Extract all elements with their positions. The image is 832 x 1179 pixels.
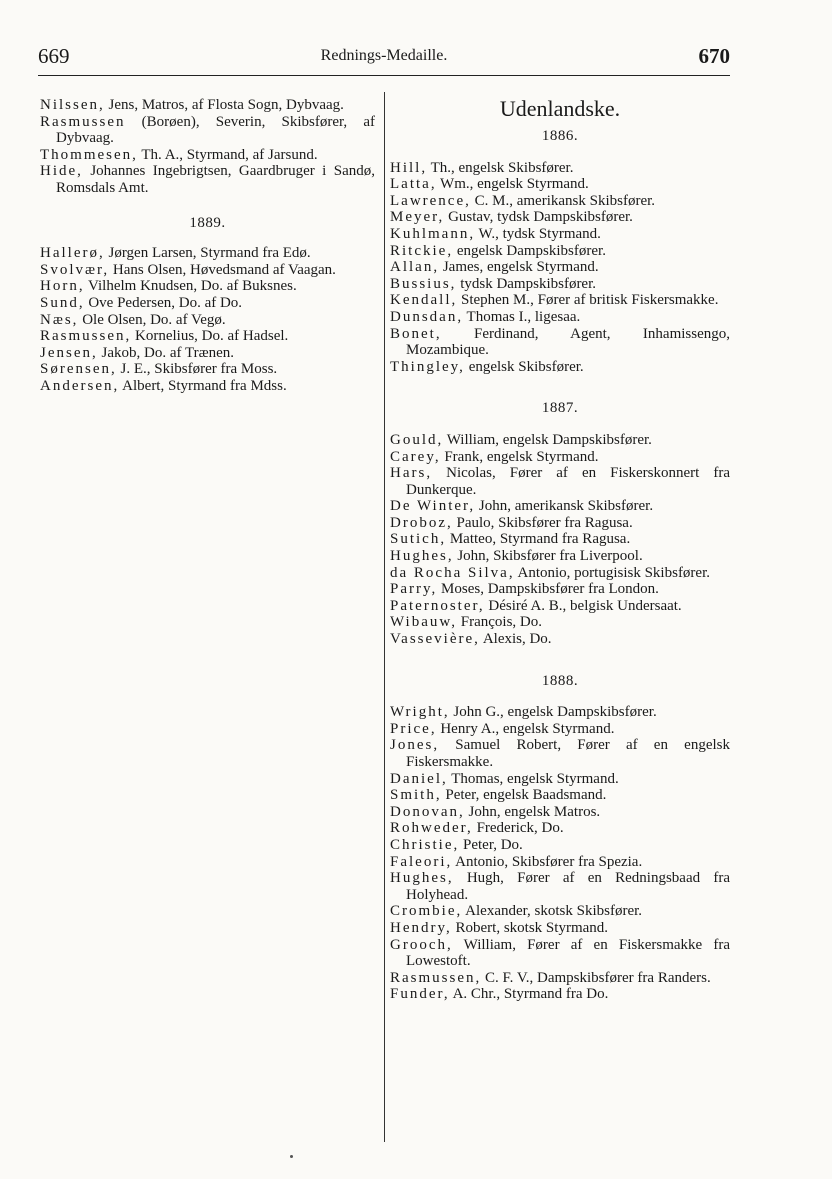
entry-name: Sørensen,: [40, 361, 117, 378]
list-item: [390, 309, 730, 326]
entry-name: Gould,: [390, 431, 444, 448]
entry-details: Alexander, skotsk Skibsfører.: [462, 903, 643, 920]
entry-name: Hallerø,: [40, 245, 105, 262]
entries-1887: [390, 432, 730, 648]
list-item: [390, 970, 730, 987]
entry-name: Rasmussen,: [390, 969, 482, 986]
entry-name: Hughes,: [390, 870, 454, 887]
list-item: [40, 97, 375, 114]
entry-name: Wibauw,: [390, 614, 457, 631]
entry-name: Hars,: [390, 465, 433, 482]
entry-name: Faleori,: [390, 853, 453, 870]
list-item: [40, 114, 375, 147]
entry-name: Hide,: [40, 163, 83, 180]
list-item: [390, 276, 730, 293]
entry-name: Bonet,: [390, 325, 442, 342]
entry-name: Sutich,: [390, 531, 447, 548]
entry-details: Samuel Robert, Fører af en engelsk Fiskersmakke.: [406, 737, 730, 770]
entry-name: Sund,: [40, 294, 85, 311]
entry-name: Christie,: [390, 836, 460, 853]
entry-name: Rohweder,: [390, 820, 473, 837]
entry-name: Jensen,: [40, 344, 98, 361]
entry-name: Parry,: [390, 581, 438, 598]
entry-details: Wm., engelsk Styrmand.: [436, 176, 589, 193]
entry-name: De Winter,: [390, 498, 476, 515]
entry-name: Funder,: [390, 986, 450, 1003]
entry-details: engelsk Dampskibsfører.: [453, 242, 606, 259]
entry-details: Désiré A. B., belgisk Undersaat.: [484, 597, 682, 614]
entry-name: Nilssen,: [40, 97, 105, 113]
entry-details: William, engelsk Dampskibsfører.: [443, 431, 652, 448]
entry-name: Price,: [390, 720, 437, 737]
entry-details: Hugh, Fører af en Redningsbaad fra Holyhead.: [406, 870, 730, 903]
year-heading-1886: 1886.: [541, 128, 579, 144]
entry-name: Svolvær,: [40, 261, 110, 278]
entry-name: da Rocha Silva,: [390, 564, 515, 581]
entry-name: Hendry,: [390, 919, 452, 936]
year-heading-1888: 1888.: [541, 672, 579, 689]
entry-details: (Borøen), Severin, Skibsfører, af Dybvaag.: [56, 113, 375, 147]
entry-details: Th. A., Styrmand, af Jarsund.: [137, 146, 318, 163]
page-number-right: 670: [698, 44, 730, 68]
section-title-udenlandske: Udenlandske.: [499, 96, 621, 121]
list-item: [390, 498, 730, 515]
entry-name: Donovan,: [390, 803, 465, 820]
entry-details: Alexis, Do.: [479, 631, 552, 648]
page-number-left: 669: [38, 44, 70, 68]
list-item: [40, 163, 375, 196]
entry-details: Matteo, Styrmand fra Ragusa.: [446, 531, 631, 548]
list-item: [40, 245, 375, 262]
page-header: [38, 44, 730, 70]
entry-details: John, engelsk Matros.: [464, 803, 601, 820]
entry-name: Hughes,: [390, 548, 454, 565]
entry-details: Ole Olsen, Do. af Vegø.: [78, 311, 226, 328]
list-item: [390, 432, 730, 449]
entry-name: Carey,: [390, 448, 441, 465]
entry-details: Hans Olsen, Høvedsmand af Vaagan.: [109, 261, 336, 278]
entry-name: Wright,: [390, 704, 450, 721]
list-item: [390, 548, 730, 565]
entry-details: Moses, Dampskibsfører fra London.: [437, 581, 659, 598]
list-item: [390, 565, 730, 582]
list-item: [390, 854, 730, 871]
entries-1886: [390, 160, 730, 376]
entry-name: Andersen,: [40, 377, 120, 394]
entry-details: Frank, engelsk Styrmand.: [440, 448, 599, 465]
entry-details: Gustav, tydsk Dampskibsfører.: [444, 209, 633, 226]
list-item: [390, 176, 730, 193]
list-item: [390, 449, 730, 466]
list-item: [390, 986, 730, 1003]
entry-details: Robert, skotsk Styrmand.: [451, 919, 609, 936]
entry-details: C. M., amerikansk Skibsfører.: [470, 192, 656, 209]
header-rule: [38, 75, 730, 76]
list-item: [390, 259, 730, 276]
column-divider: [384, 92, 385, 1142]
entry-details: Johannes Ingebrigtsen, Gaardbruger i Sandø, Romsdals Amt.: [56, 163, 375, 196]
entry-details: C. F. V., Dampskibsfører fra Randers.: [481, 969, 711, 986]
list-item: [390, 209, 730, 226]
entry-details: John G., engelsk Dampskibsfører.: [449, 704, 657, 721]
entry-name: Kuhlmann,: [390, 225, 476, 242]
entry-details: John, Skibsfører fra Liverpool.: [453, 548, 643, 565]
year-heading-1887: 1887.: [541, 400, 579, 417]
list-item: [390, 820, 730, 837]
list-item: [390, 243, 730, 260]
entry-name: Meyer,: [390, 209, 445, 226]
entry-name: Crombie,: [390, 903, 463, 920]
entry-details: engelsk Skibsfører.: [464, 358, 584, 375]
list-item: [390, 465, 730, 498]
entry-details: Albert, Styrmand fra Mdss.: [119, 377, 287, 394]
entry-details: John, amerikansk Skibsfører.: [475, 498, 654, 515]
entry-name: Horn,: [40, 278, 85, 295]
entry-details: Thomas, engelsk Styrmand.: [447, 770, 619, 787]
list-item: [390, 160, 730, 177]
entries-1888: [390, 704, 730, 1003]
entry-details: Nicolas, Fører af en Fiskerskonnert fra Dunkerque.: [406, 465, 730, 498]
list-item: [390, 704, 730, 721]
entry-details: Jakob, Do. af Trænen.: [97, 344, 235, 361]
entry-name: Allan,: [390, 259, 440, 276]
list-item: [40, 295, 375, 312]
entry-details: A. Chr., Styrmand fra Do.: [449, 986, 609, 1003]
right-column: [390, 96, 730, 1003]
list-item: [40, 378, 375, 395]
list-item: [40, 312, 375, 329]
entry-details: François, Do.: [457, 614, 542, 631]
list-item: [390, 870, 730, 903]
list-item: [390, 226, 730, 243]
entry-details: tydsk Dampskibsfører.: [456, 275, 597, 292]
entry-details: Stephen M., Fører af britisk Fiskersmakke.: [457, 292, 719, 309]
entry-name: Rasmussen,: [40, 328, 132, 345]
list-item: [390, 937, 730, 970]
entry-details: Kornelius, Do. af Hadsel.: [131, 328, 289, 345]
entry-details: Jørgen Larsen, Styrmand fra Edø.: [104, 245, 311, 262]
list-item: [40, 328, 375, 345]
entry-name: Thommesen,: [40, 146, 138, 163]
list-item: [390, 920, 730, 937]
entry-name: Hill,: [390, 159, 428, 176]
list-item: [390, 581, 730, 598]
entry-details: William, Fører af en Fiskersmakke fra Lowestoft.: [406, 936, 730, 970]
entry-name: Jones,: [390, 737, 440, 754]
entry-details: J. E., Skibsfører fra Moss.: [116, 361, 278, 378]
list-item: [390, 515, 730, 532]
entry-name: Kendall,: [390, 292, 458, 309]
entry-name: Ritckie,: [390, 242, 454, 259]
left-entries-b: [40, 245, 375, 394]
entry-details: Henry A., engelsk Styrmand.: [436, 720, 615, 737]
entry-details: Antonio, Skibsfører fra Spezia.: [452, 853, 643, 870]
entry-name: Dunsdan,: [390, 308, 464, 325]
entry-name: Lawrence,: [390, 192, 471, 209]
entry-details: Frederick, Do.: [472, 820, 564, 837]
list-item: [40, 262, 375, 279]
entry-details: Peter, engelsk Baadsmand.: [441, 787, 607, 804]
entry-name: Droboz,: [390, 514, 453, 531]
entry-name: Latta,: [390, 176, 437, 193]
entry-details: Th., engelsk Skibsfører.: [427, 159, 574, 176]
list-item: [390, 531, 730, 548]
list-item: [390, 326, 730, 359]
entry-name: Bussius,: [390, 275, 457, 292]
year-heading-1889: 1889.: [189, 214, 226, 231]
entry-name: Thingley,: [390, 358, 465, 375]
list-item: [390, 721, 730, 738]
entry-details: Vilhelm Knudsen, Do. af Buksnes.: [84, 278, 297, 295]
entry-details: Ove Pedersen, Do. af Do.: [84, 294, 243, 311]
entry-details: Jens, Matros, af Flosta Sogn, Dybvaag.: [104, 97, 344, 113]
entry-details: Antonio, portugisisk Skibsfører.: [514, 564, 711, 581]
entry-details: James, engelsk Styrmand.: [439, 259, 599, 276]
entry-name: Paternoster,: [390, 597, 485, 614]
left-entries-a: [40, 97, 375, 197]
list-item: [390, 631, 730, 648]
entry-details: Paulo, Skibsfører fra Ragusa.: [452, 514, 633, 531]
entry-details: Peter, Do.: [459, 836, 523, 853]
entry-name: Grooch,: [390, 936, 453, 953]
list-item: [390, 737, 730, 770]
list-item: [390, 359, 730, 376]
entry-details: W., tydsk Styrmand.: [475, 225, 601, 242]
entry-name: Rasmussen: [40, 113, 126, 130]
list-item: [40, 345, 375, 362]
list-item: [40, 278, 375, 295]
entry-name: Vassevière,: [390, 631, 480, 648]
entry-name: Næs,: [40, 311, 79, 328]
list-item: [40, 361, 375, 378]
running-title: Rednings-Medaille.: [320, 47, 448, 64]
list-item: [390, 193, 730, 210]
list-item: [390, 837, 730, 854]
list-item: [390, 598, 730, 615]
entry-details: Thomas I., ligesaa.: [463, 308, 581, 325]
scan-speck: [290, 1155, 293, 1158]
list-item: [40, 147, 375, 164]
entry-name: Daniel,: [390, 770, 448, 787]
list-item: [390, 903, 730, 920]
list-item: [390, 614, 730, 631]
entry-name: Smith,: [390, 787, 442, 804]
list-item: [390, 804, 730, 821]
entry-details: Ferdinand, Agent, Inhamissengo, Mozambique.: [406, 325, 730, 359]
left-column: [40, 97, 375, 395]
list-item: [390, 292, 730, 309]
list-item: [390, 771, 730, 788]
list-item: [390, 787, 730, 804]
